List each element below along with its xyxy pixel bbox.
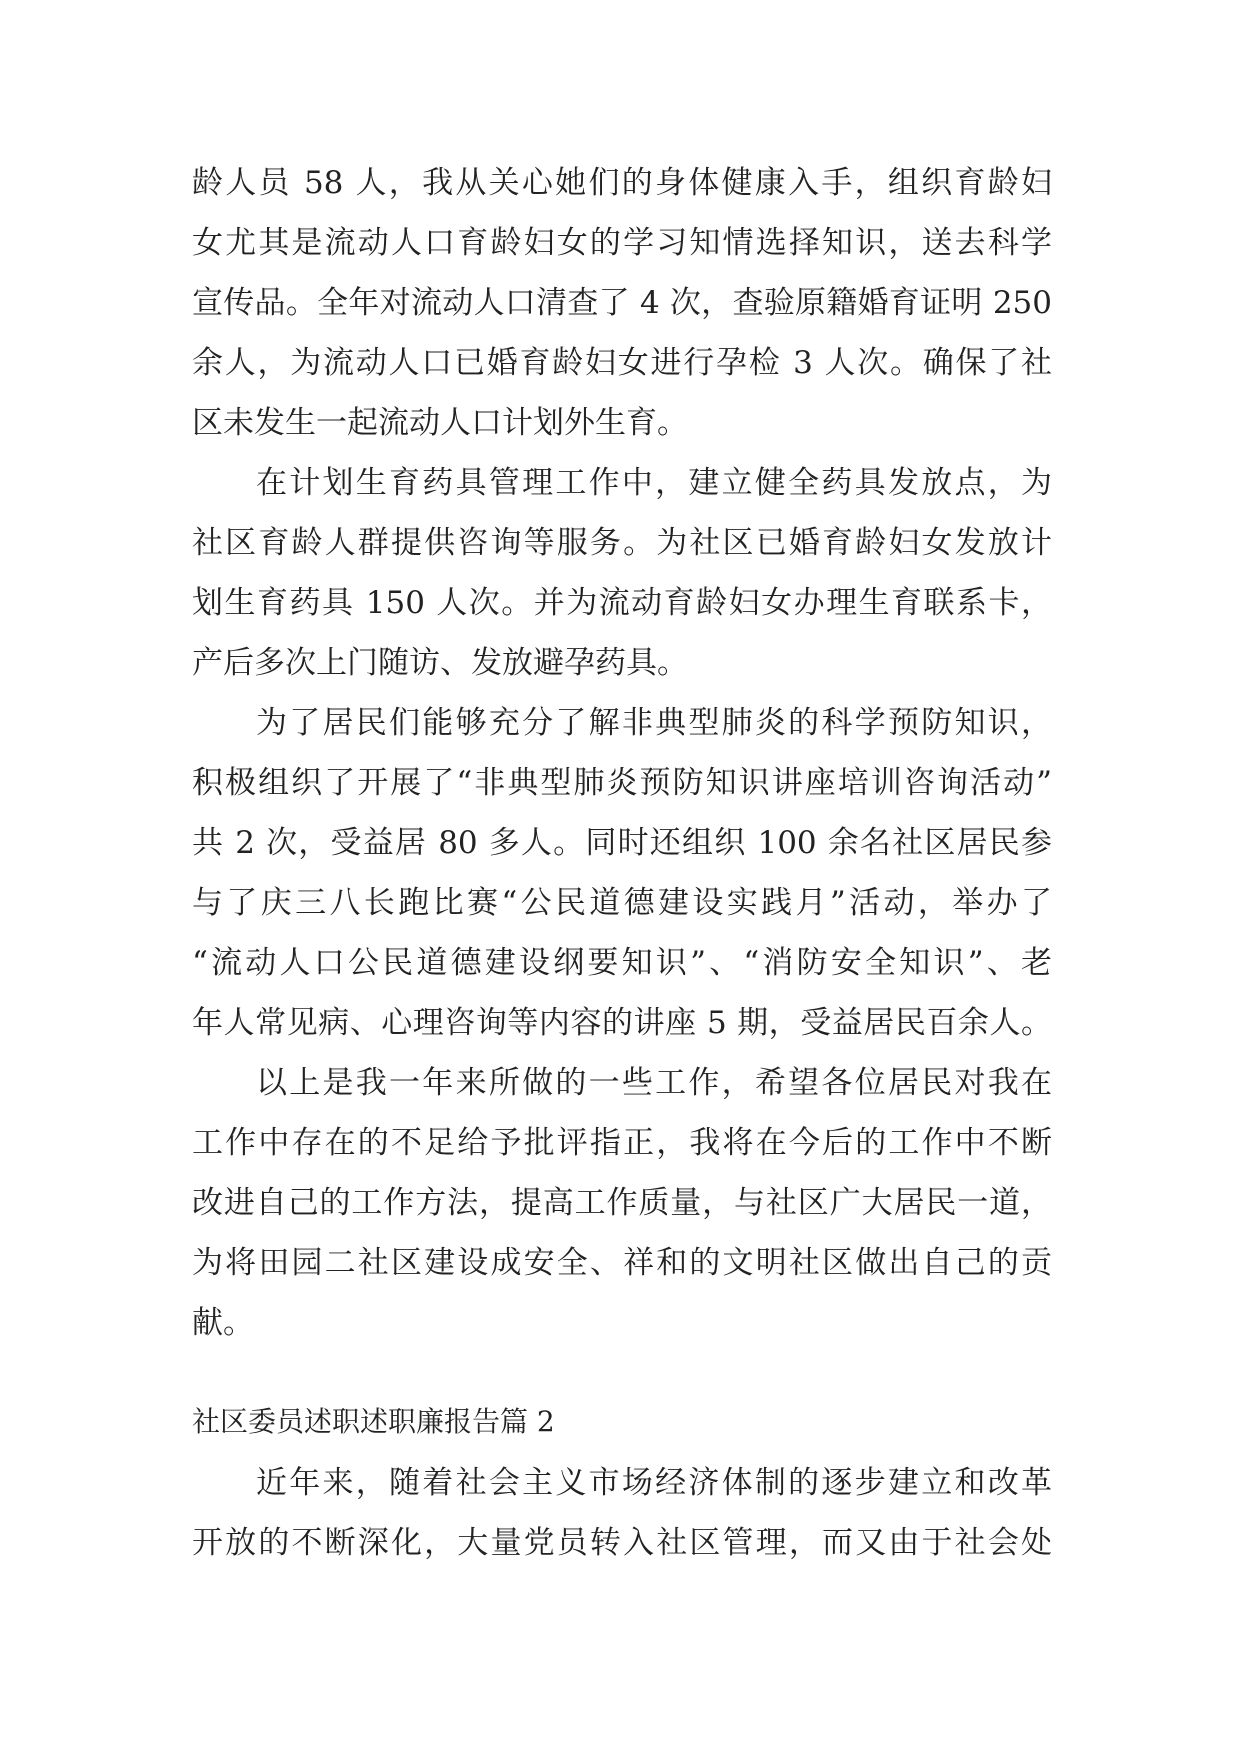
- text-line: 产后多次上门随访、发放避孕药具。: [192, 645, 688, 681]
- text-line: 为将田园二社区建设成安全、祥和的文明社区做出自己的贡: [192, 1245, 1052, 1281]
- text-line: 共 2 次，受益居 80 多人。同时还组织 100 余名社区居民参: [192, 825, 1052, 861]
- text-line: 改进自己的工作方法，提高工作质量，与社区广大居民一道，: [192, 1185, 1052, 1221]
- text-line: 献。: [192, 1305, 254, 1341]
- text-line: 积极组织了开展了“非典型肺炎预防知识讲座培训咨询活动”: [192, 765, 1052, 801]
- text-line: 宣传品。全年对流动人口清查了 4 次，查验原籍婚育证明 250: [192, 285, 1052, 321]
- text-line: 女尤其是流动人口育龄妇女的学习知情选择知识，送去科学: [192, 225, 1052, 261]
- text-line: 划生育药具 150 人次。并为流动育龄妇女办理生育联系卡，: [192, 585, 1052, 621]
- text-line: 区未发生一起流动人口计划外生育。: [192, 405, 688, 441]
- text-line: 以上是我一年来所做的一些工作，希望各位居民对我在: [256, 1065, 1052, 1101]
- text-line: 在计划生育药具管理工作中，建立健全药具发放点，为: [256, 465, 1052, 501]
- text-line: “流动人口公民道德建设纲要知识”、“消防安全知识”、老: [192, 945, 1052, 981]
- text-line: 年人常见病、心理咨询等内容的讲座 5 期，受益居民百余人。: [192, 1005, 1052, 1041]
- text-line: 工作中存在的不足给予批评指正，我将在今后的工作中不断: [192, 1125, 1052, 1161]
- text-line: 开放的不断深化，大量党员转入社区管理，而又由于社会处: [192, 1525, 1052, 1561]
- text-line: 近年来，随着社会主义市场经济体制的逐步建立和改革: [256, 1465, 1052, 1501]
- text-line: 龄人员 58 人，我从关心她们的身体健康入手，组织育龄妇: [192, 165, 1052, 201]
- text-line: 社区育龄人群提供咨询等服务。为社区已婚育龄妇女发放计: [192, 525, 1052, 561]
- text-line: 余人，为流动人口已婚育龄妇女进行孕检 3 人次。确保了社: [192, 345, 1052, 381]
- section-heading: 社区委员述职述职廉报告篇 2: [192, 1405, 555, 1438]
- text-line: 与了庆三八长跑比赛“公民道德建设实践月”活动，举办了: [192, 885, 1052, 921]
- text-line: 为了居民们能够充分了解非典型肺炎的科学预防知识，: [256, 705, 1052, 741]
